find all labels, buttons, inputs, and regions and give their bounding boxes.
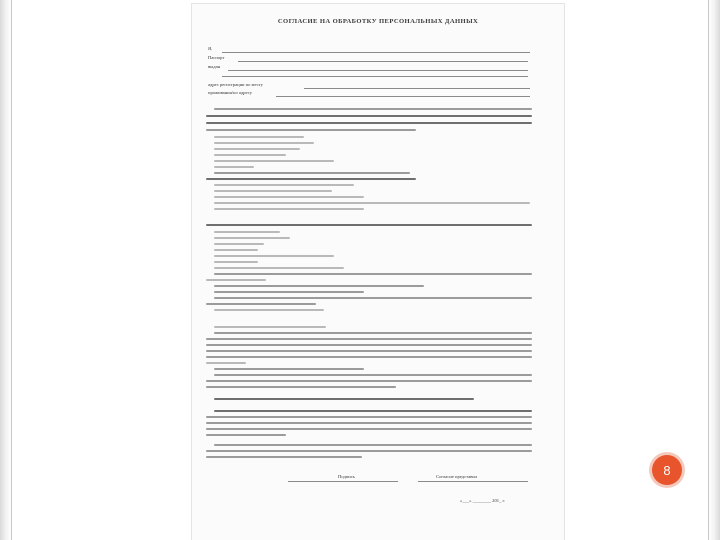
document-page [192, 4, 564, 540]
address-field-1 [304, 88, 530, 89]
document-title: СОГЛАСИЕ НА ОБРАБОТКУ ПЕРСОНАЛЬНЫХ ДАННЫХ [277, 18, 479, 25]
signature-label: Подпись [338, 474, 355, 479]
issued-label: выдан [208, 64, 221, 69]
extra-field [222, 76, 528, 77]
left-rail [0, 0, 12, 540]
fio-field [222, 52, 530, 53]
passport-field [238, 61, 528, 62]
signature-line [288, 481, 398, 482]
address-label-2: проживания/по адресу [208, 90, 253, 95]
company-line [418, 481, 528, 482]
date-text: «___» ________ 201_ г. [460, 498, 506, 503]
passport-label: Паспорт [208, 55, 225, 60]
page-number-badge: 8 [652, 455, 682, 485]
right-rail [708, 0, 720, 540]
fio-label: Я, [208, 46, 213, 51]
address-field-2 [276, 96, 530, 97]
issued-field [228, 70, 528, 71]
address-label-1: адрес регистрации по месту [208, 82, 263, 87]
company-label: Согласие представил [436, 474, 478, 479]
